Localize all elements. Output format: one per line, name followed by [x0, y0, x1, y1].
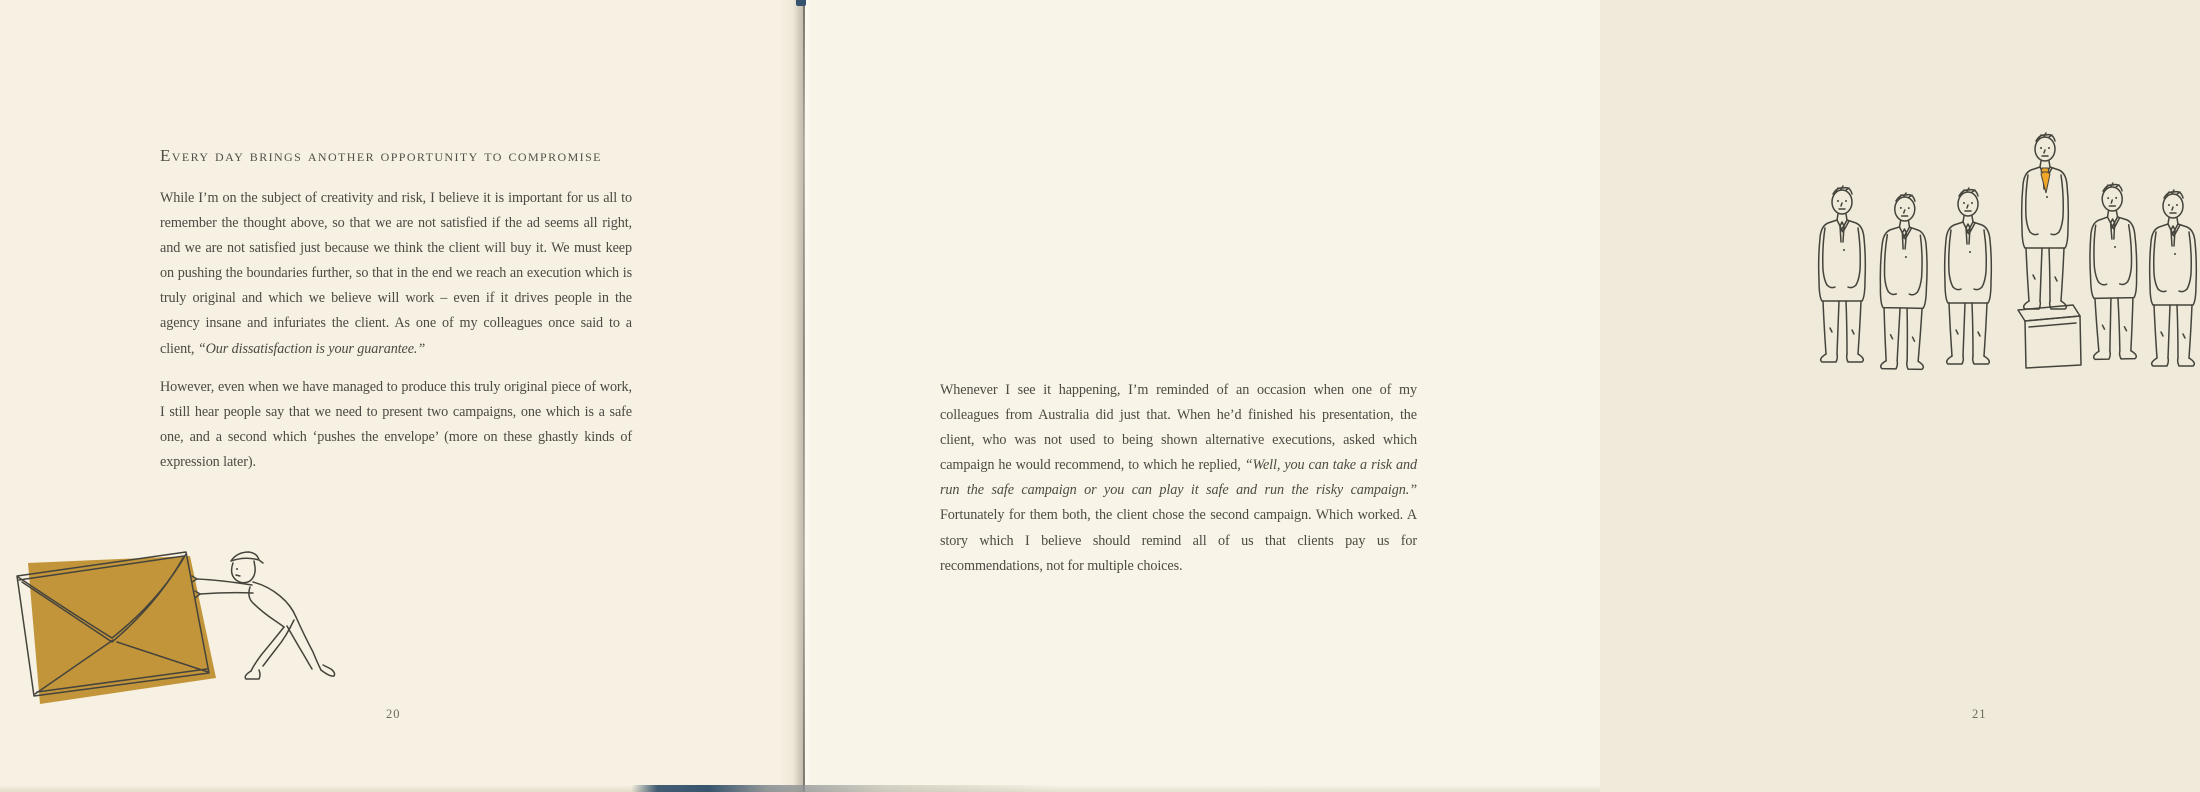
left-text-block [160, 146, 632, 488]
body-paragraph: While I’m on the subject of creativity and risk, I believe it is important for us all to remember the thought above, so that we are not satisfied if the ad seems all right, and we are not satisfied just because we think the client will buy it. We must keep on pushing the boundaries further, so that in the end we reach an execution which is truly original and which we believe will work – even if it drives people in the agency insane and infuriates the client. As one of my colleagues once said to a client, “Our dissatisfaction is your guarantee.” [160, 190, 632, 357]
suited-man-3 [1945, 188, 1992, 364]
pushing-man-figure [192, 552, 335, 679]
right-text-block [940, 378, 1417, 592]
suited-man-5 [2089, 183, 2139, 360]
suited-man-on-pedestal [2022, 133, 2069, 309]
suited-man-1 [1819, 186, 1866, 362]
body-paragraph: Whenever I see it happening, I’m reminded of an occasion when one of my colleagues from Australia did just that. When he’d finished his presentation, the client, who was not used to being shown alternative executions, asked which campaign he would recommend, to which he replied, “Well, you can take a risk and run the safe campaign or you can play it safe and run the risky campaign.” Fortunately for them both, the client chose the second campaign. Which worked. A story which I believe should remind all of us that clients pay us for recommendations, not for multiple choices. [940, 382, 1417, 574]
page-number-left: 20 [386, 707, 401, 721]
binding-top-mark [796, 0, 806, 6]
left-page [0, 0, 800, 792]
pedestal-box [2018, 305, 2081, 368]
suited-man-6 [2150, 190, 2197, 366]
section-heading: Every day brings another opportunity to compromise [160, 146, 602, 165]
men-lineup-illustration [1775, 120, 2200, 370]
man-pushing-envelope-illustration [0, 530, 340, 710]
body-paragraph: However, even when we have managed to produce this truly original piece of work, I still hear people say that we need to present two campaigns, one which is a safe one, and a second which ‘pushes the envelope’ (more on these ghastly kinds of expression later). [160, 378, 632, 470]
suited-man-2 [1879, 193, 1929, 370]
book-bottom-shadow [600, 785, 1120, 792]
gold-tie [2041, 168, 2050, 193]
page-number-right: 21 [1972, 707, 1987, 721]
